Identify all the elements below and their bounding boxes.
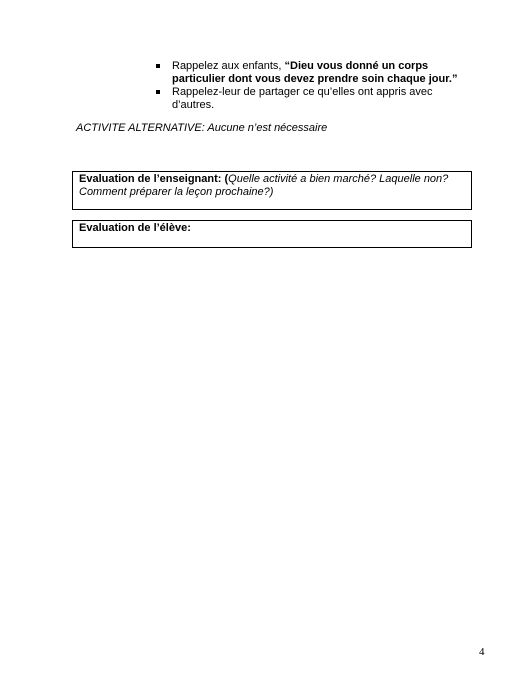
teacher-evaluation-prompt: Quelle activité a bien marché? Laquelle non? Comment préparer la leçon prochaine?) [79, 173, 449, 198]
page-number: 4 [479, 646, 485, 658]
teacher-evaluation-box [72, 171, 472, 210]
reminder-text: Rappelez aux enfants, [172, 60, 285, 72]
reminder-text: Rappelez-leur de partager ce qu’elles ont appris avec d’autres. [172, 86, 433, 111]
square-bullet-icon [156, 64, 160, 68]
list-item [154, 86, 474, 112]
list-item [154, 60, 474, 86]
square-bullet-icon [156, 90, 160, 94]
student-evaluation-box [72, 220, 472, 248]
reminder-list [154, 60, 474, 112]
alternative-activity: ACTIVITE ALTERNATIVE: Aucune n’est nécessaire [76, 122, 328, 134]
reminder-quote: “Dieu vous donné un corps particulier dont vous devez prendre soin chaque jour.” [172, 60, 458, 85]
teacher-evaluation-label: Evaluation de l’enseignant: ( [79, 173, 229, 185]
student-evaluation-label: Evaluation de l’élève: [79, 222, 191, 234]
